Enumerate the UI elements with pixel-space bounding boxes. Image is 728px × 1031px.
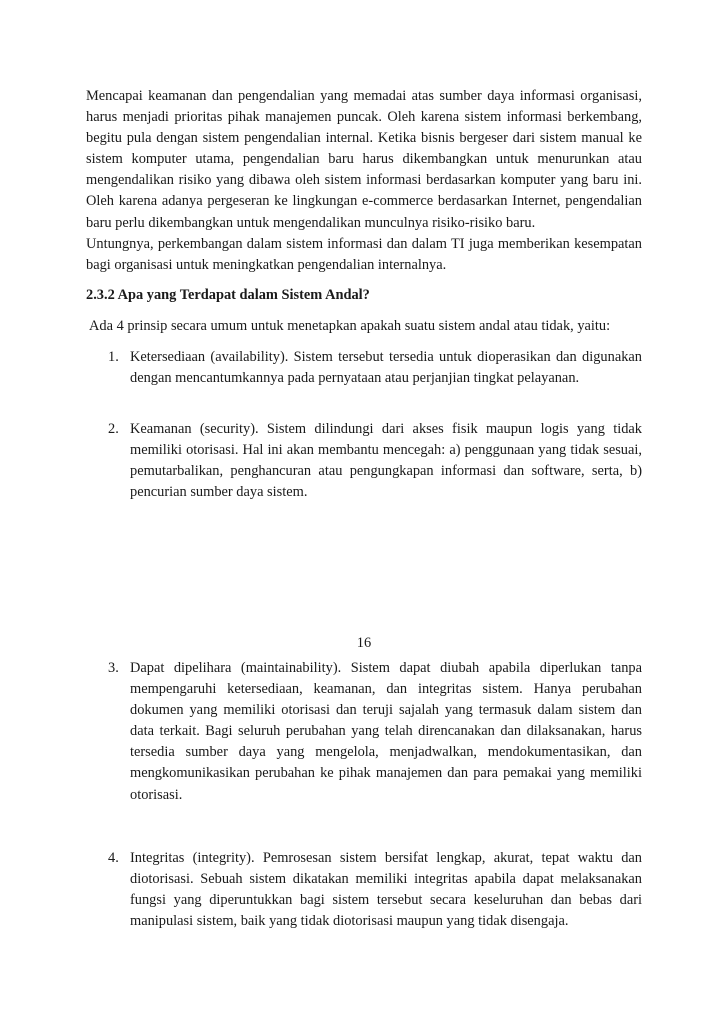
paragraph-security-control: Mencapai keamanan dan pengendalian yang memadai atas sumber daya informasi organisasi, harus menjadi prioritas pihak manajemen puncak. Oleh karena sistem informasi berkembang, begitu pula dengan sistem pengendalian internal. Ketika bisnis bergeser dari sistem manual ke sistem komputer utama, pengendalian baru harus dikembangkan untuk menurunkan atau mengendalikan risiko yang dibawa oleh sistem informasi berdasarkan komputer yang baru ini. Oleh karena adanya pergeseran ke lingkungan e-commerce berdasarkan Internet, pengendalian baru perlu dikembangkan untuk mengendalikan munculnya risiko-risiko baru.: [86, 88, 642, 231]
list-number: 1.: [108, 349, 119, 365]
paragraph-it-opportunity: Untungnya, perkembangan dalam sistem informasi dan dalam TI juga memberikan kesempatan bagi organisasi untuk meningkatkan pengendalian internalnya.: [86, 236, 642, 274]
list-number: 4.: [108, 850, 119, 866]
section-heading: 2.3.2 Apa yang Terdapat dalam Sistem Andal?: [86, 287, 370, 303]
list-item-text: Keamanan (security). Sistem dilindungi dari akses fisik maupun logis yang tidak memiliki otorisasi. Hal ini akan membantu mencegah: a) penggunaan yang tidak sesuai, pemutarbalikan, penghancuran atau pengungkapan informasi dan software, serta, b) pencurian sumber daya sistem.: [130, 421, 642, 501]
list-item-availability: [108, 347, 642, 389]
list-item-integrity: [108, 848, 642, 932]
list-item-security: [108, 419, 642, 503]
intro-text: Ada 4 prinsip secara umum untuk menetapkan apakah suatu sistem andal atau tidak, yaitu:: [89, 318, 611, 334]
list-number: 3.: [108, 660, 119, 676]
list-item-text: Dapat dipelihara (maintainability). Sistem dapat diubah apabila diperlukan tanpa mempengaruhi ketersediaan, keamanan, dan integritas sistem. Hanya perubahan dokumen yang memiliki otorisasi dan teruji sajalah yang termasuk dalam sistem dan data terkait. Bagi seluruh perubahan yang telah direncanakan dan dilaksanakan, harus tersedia sumber daya yang mengelola, menjadwalkan, mendokumentasikan, dan mengkomunikasikan perubahan ke pihak manajemen dan para pemakai yang memiliki otorisasi.: [130, 660, 642, 803]
list-item-text: Ketersediaan (availability). Sistem tersebut tersedia untuk dioperasikan dan digunakan dengan mencantumkannya pada pernyataan atau perjanjian tingkat pelayanan.: [130, 349, 642, 387]
list-item-text: Integritas (integrity). Pemrosesan sistem bersifat lengkap, akurat, tepat waktu dan diotorisasi. Sebuah sistem dikatakan memiliki integritas apabila dapat melaksanakan fungsi yang diperuntukkan bagi sistem tersebut secara keseluruhan dan bebas dari manipulasi sistem, baik yang tidak diotorisasi maupun yang tidak disengaja.: [130, 850, 642, 930]
list-item-maintainability: [108, 658, 642, 806]
list-number: 2.: [108, 421, 119, 437]
page-number: 16: [356, 635, 372, 651]
